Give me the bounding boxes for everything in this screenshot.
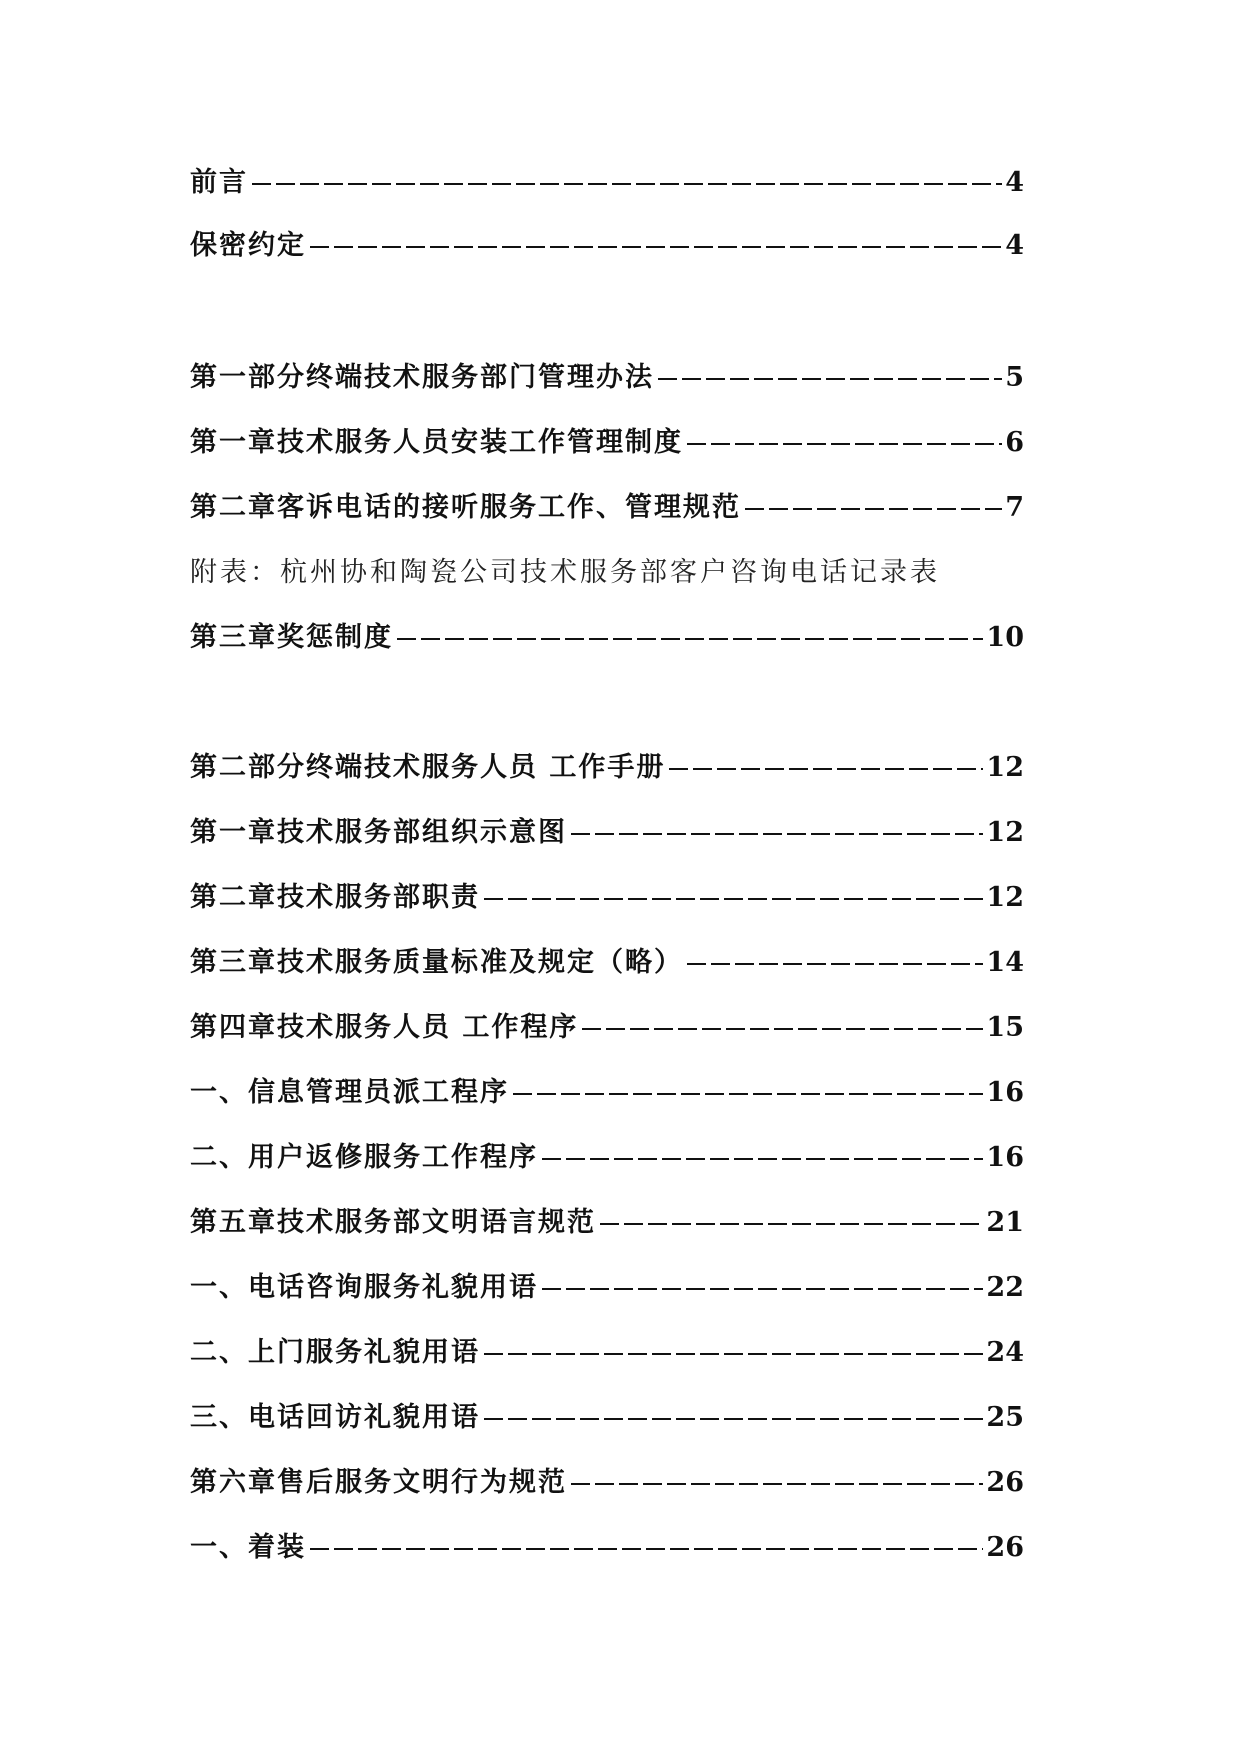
toc-leader-line [669,768,983,770]
toc-entry-part2-chapter-6[interactable] [190,1463,1024,1503]
toc-entry-page: 16 [986,1077,1024,1108]
toc-entry-page: 7 [1005,492,1024,523]
toc-entry-title: 第一章技术服务部组织示意图 [190,817,567,848]
toc-entry-chapter5-section-3[interactable] [190,1398,1024,1438]
toc-entry-title: 二、用户返修服务工作程序 [190,1142,538,1173]
toc-entry-page: 4 [1005,230,1024,261]
toc-entry-title: 第一章技术服务人员安装工作管理制度 [190,427,683,458]
toc-entry-page: 24 [986,1337,1024,1368]
toc-entry-part2-chapter-4[interactable] [190,1008,1024,1048]
toc-entry-page: 26 [986,1532,1024,1563]
toc-entry-title: 附表：杭州协和陶瓷公司技术服务部客户咨询电话记录表 [190,557,940,588]
toc-leader-line [397,638,983,640]
toc-leader-line [582,1028,983,1030]
toc-entry-title: 第五章技术服务部文明语言规范 [190,1207,596,1238]
toc-leader-line [658,378,1002,380]
toc-entry-page: 10 [986,622,1024,653]
toc-entry-title: 第三章技术服务质量标准及规定（略） [190,947,683,978]
toc-entry-chapter5-section-1[interactable] [190,1268,1024,1308]
toc-entry-title: 第六章售后服务文明行为规范 [190,1467,567,1498]
toc-entry-part2-chapter-1[interactable] [190,813,1024,853]
toc-leader-line [687,963,983,965]
toc-leader-line [571,833,983,835]
toc-entry-title: 保密约定 [190,230,306,261]
toc-entry-part2-chapter-5[interactable] [190,1203,1024,1243]
toc-entry-page: 21 [986,1207,1024,1238]
toc-leader-line [571,1483,983,1485]
toc-entry-title: 前言 [190,167,248,198]
toc-entry-part1-chapter-1[interactable] [190,423,1024,463]
toc-entry-page: 26 [986,1467,1024,1498]
toc-leader-line [600,1223,983,1225]
toc-entry-title: 二、上门服务礼貌用语 [190,1337,480,1368]
toc-entry-part1-chapter-2[interactable] [190,488,1024,528]
toc-entry-title: 第一部分终端技术服务部门管理办法 [190,362,654,393]
toc-entry-page: 22 [986,1272,1024,1303]
toc-entry-page: 15 [986,1012,1024,1043]
toc-entry-title: 第二章客诉电话的接听服务工作、管理规范 [190,492,741,523]
toc-entry-page: 12 [986,752,1024,783]
toc-entry-page: 4 [1005,167,1024,198]
toc-entry-title: 第二章技术服务部职责 [190,882,480,913]
toc-entry-chapter5-section-2[interactable] [190,1333,1024,1373]
toc-entry-title: 第三章奖惩制度 [190,622,393,653]
toc-entry-title: 一、着装 [190,1532,306,1563]
toc-leader-line [252,183,1002,185]
toc-entry-page: 5 [1005,362,1024,393]
toc-entry-page: 16 [986,1142,1024,1173]
toc-entry-page: 6 [1005,427,1024,458]
toc-leader-line [484,1353,983,1355]
toc-entry-preface[interactable] [190,163,1024,203]
toc-entry-appendix-table[interactable] [190,553,1024,593]
toc-entry-title: 一、信息管理员派工程序 [190,1077,509,1108]
toc-leader-line [513,1093,983,1095]
toc-leader-line [687,443,1002,445]
toc-entry-confidentiality[interactable] [190,226,1024,266]
toc-entry-part1-chapter-3[interactable] [190,618,1024,658]
toc-leader-line [542,1158,983,1160]
toc-leader-line [310,1548,983,1550]
toc-entry-page: 14 [986,947,1024,978]
toc-leader-line [310,246,1002,248]
toc-entry-page: 12 [986,882,1024,913]
toc-leader-line [542,1288,983,1290]
toc-entry-chapter4-section-2[interactable] [190,1138,1024,1178]
toc-entry-title: 第四章技术服务人员 工作程序 [190,1012,579,1043]
toc-entry-part2-chapter-2[interactable] [190,878,1024,918]
toc-leader-line [745,508,1002,510]
toc-entry-title: 一、电话咨询服务礼貌用语 [190,1272,538,1303]
toc-entry-title: 第二部分终端技术服务人员 工作手册 [190,752,666,783]
toc-entry-chapter6-section-1[interactable] [190,1528,1024,1568]
toc-entry-chapter4-section-1[interactable] [190,1073,1024,1113]
toc-entry-part2-chapter-3[interactable] [190,943,1024,983]
toc-entry-title: 三、电话回访礼貌用语 [190,1402,480,1433]
toc-entry-part-1[interactable] [190,358,1024,398]
toc-leader-line [484,1418,983,1420]
toc-entry-part-2[interactable] [190,748,1024,788]
toc-entry-page: 12 [986,817,1024,848]
toc-leader-line [484,898,983,900]
toc-entry-page: 25 [986,1402,1024,1433]
